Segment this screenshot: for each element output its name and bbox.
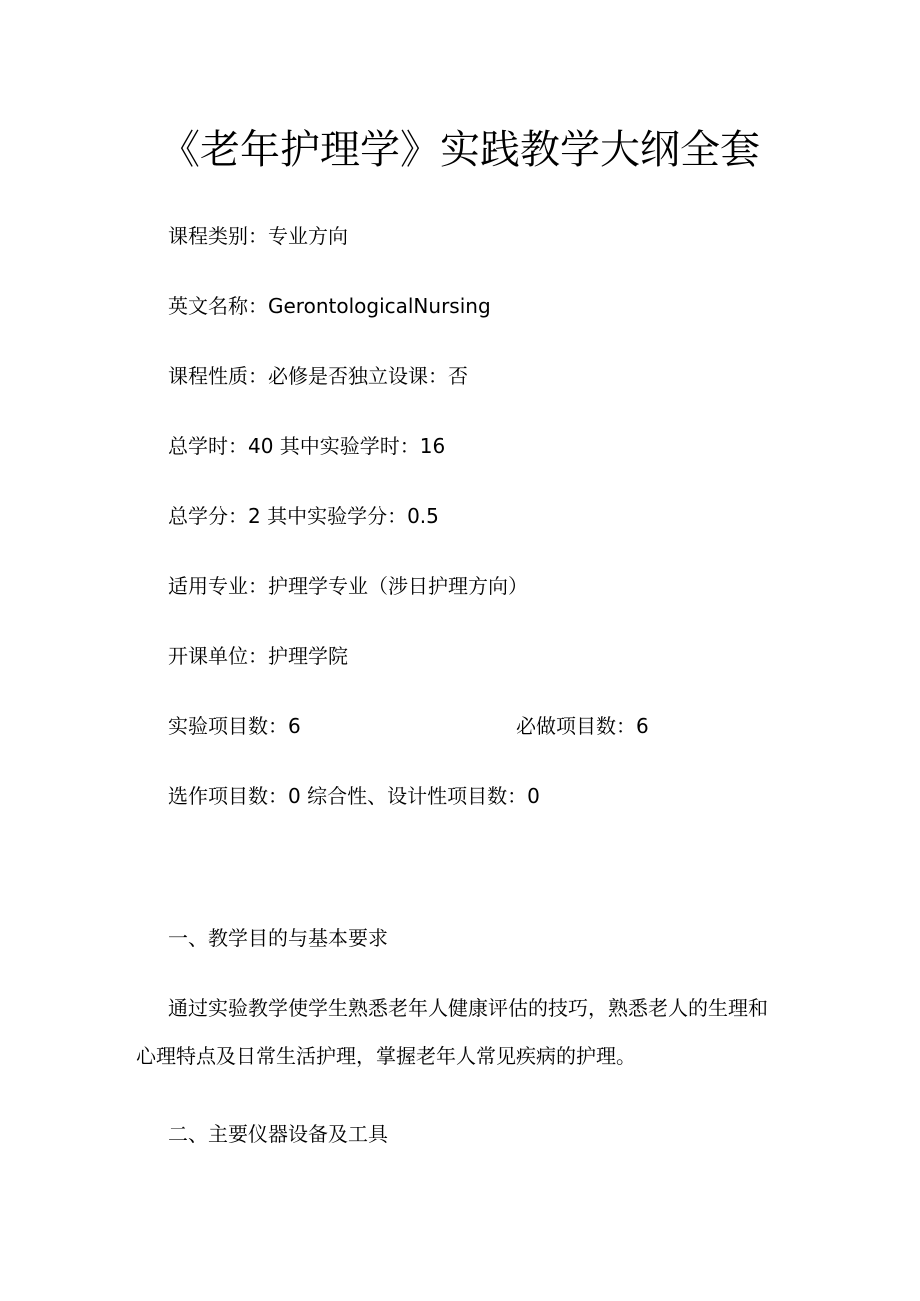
required-count-line: 必做项目数：6 [516,714,649,738]
applicable-major-line: 适用专业：护理学专业（涉日护理方向） [168,574,528,598]
total-credits-line: 总学分：2 其中实验学分：0.5 [168,504,439,528]
section-1-paragraph-line-1: 通过实验教学使学生熟悉老年人健康评估的技巧，熟悉老人的生理和 [168,996,768,1020]
course-nature-line: 课程性质：必修是否独立设课：否 [168,364,468,388]
section-1-paragraph-line-2: 心理特点及日常生活护理，掌握老年人常见疾病的护理。 [136,1044,636,1068]
section-1-heading: 一、教学目的与基本要求 [168,926,388,950]
total-hours-line: 总学时：40 其中实验学时：16 [168,434,446,458]
document-title: 《老年护理学》实践教学大纲全套 [160,127,760,173]
english-name-line: 英文名称：GerontologicalNursing [168,294,491,318]
course-category-line: 课程类别：专业方向 [168,224,348,248]
offering-unit-line: 开课单位：护理学院 [168,644,348,668]
section-2-heading: 二、主要仪器设备及工具 [168,1122,388,1146]
experiment-count-line: 实验项目数：6 [168,714,301,738]
elective-count-line: 选作项目数：0 综合性、设计性项目数：0 [168,784,540,808]
